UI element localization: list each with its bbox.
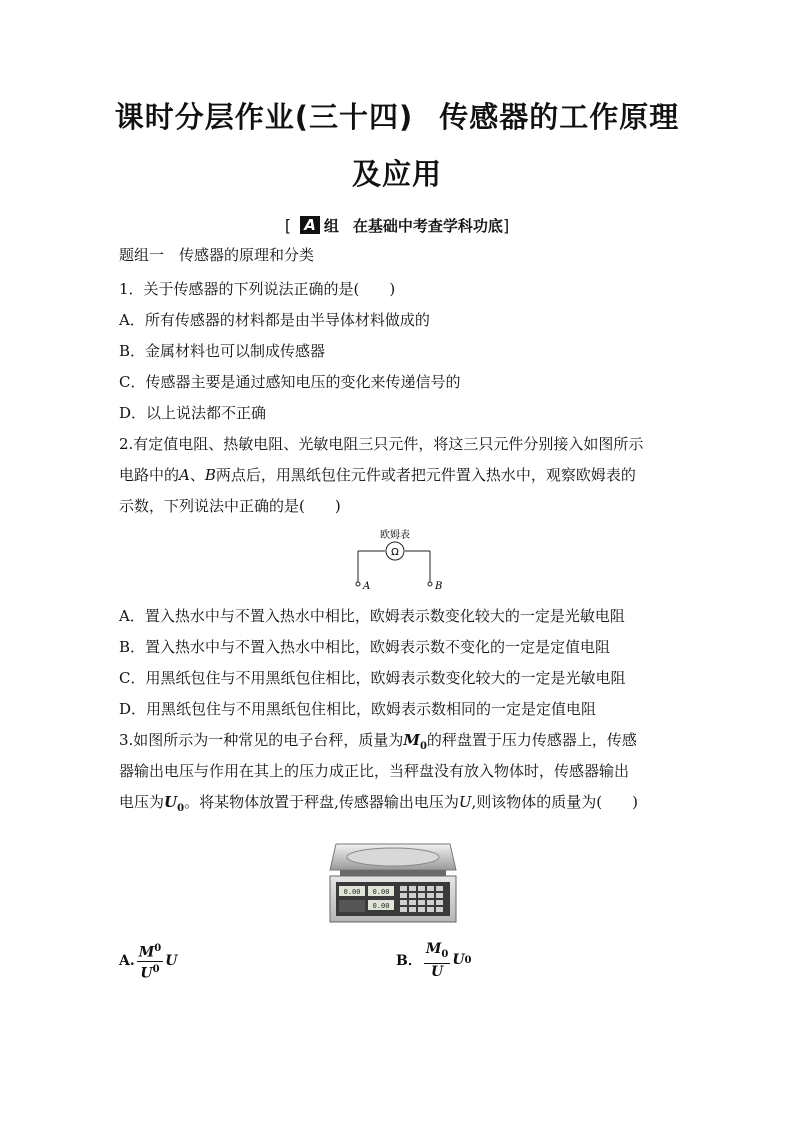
ohmmeter-circuit-diagram (350, 527, 443, 593)
q2-stem-line3: 示数，下列说法中正确的是( ) (119, 497, 341, 515)
terminal-b-label: B (435, 581, 443, 592)
q3-stem-line1 (119, 730, 679, 757)
numerator-index: 0 (154, 943, 162, 954)
q3-stem-line2: 器输出电压与作用在其上的压力成正比，当秤盘没有放入物体时，传感器输出 (119, 762, 630, 780)
section-header (0, 215, 794, 236)
numerator-index: 0 (441, 948, 449, 960)
ohmmeter-label: 欧姆表 (380, 530, 410, 541)
group-a-badge: A (300, 216, 320, 234)
subtopic-heading: 题组一 传感器的原理和分类 (119, 246, 315, 264)
ohm-symbol: Ω (391, 547, 399, 558)
q2-option-b: B．置入热水中与不置入热水中相比，欧姆表示数不变化的一定是定值电阻 (119, 638, 611, 656)
option-b-tail: U (452, 952, 465, 969)
voltage-subscript: 0 (177, 803, 185, 814)
display-weight-value: 0.00 (343, 888, 361, 896)
voltage-symbol: U (458, 793, 472, 811)
fraction-denominator (429, 964, 445, 980)
q3-stem-text: ,则该物体的质量为( ) (471, 793, 638, 811)
q3-stem-text: 的秤盘置于压力传感器上，传感 (426, 731, 637, 749)
voltage-symbol: U (164, 793, 178, 811)
q1-option-d: D．以上说法都不正确 (119, 404, 267, 422)
q2-option-d: D．用黑纸包住与不用黑纸包住相比，欧姆表示数相同的一定是定值电阻 (119, 700, 597, 718)
group-label: 组 (323, 217, 339, 235)
terminal-a-icon (356, 582, 360, 586)
display-price-value: 0.00 (372, 888, 390, 896)
fraction-numerator (137, 941, 163, 962)
q2-option-a: A．置入热水中与不置入热水中相比，欧姆表示数变化较大的一定是光敏电阻 (119, 607, 625, 625)
denominator-var: U (430, 963, 444, 980)
q3-option-b (396, 941, 472, 980)
scale-label-plate (339, 900, 365, 912)
q3-option-a (119, 941, 177, 981)
section-bracket-close: ] (502, 216, 510, 235)
point-a-ref: A (179, 466, 190, 484)
fraction (424, 941, 450, 980)
q2-stem-text: 电路中的 (119, 466, 180, 484)
q1-stem: 1．关于传感器的下列说法正确的是( ) (119, 280, 396, 298)
q3-stem-text: 。将某物体放置于秤盘,传感器输出电压为 (184, 793, 459, 811)
terminal-b-icon (428, 582, 432, 586)
q3-stem-text: 电压为 (119, 793, 165, 811)
q1-option-c: C．传感器主要是通过感知电压的变化来传递信号的 (119, 373, 461, 391)
option-b-tail-index: 0 (464, 954, 472, 966)
title-part-2: 传感器的工作原理 (439, 100, 680, 134)
q3-stem-text: 3.如图所示为一种常见的电子台秤，质量为 (119, 731, 404, 749)
fraction-denominator (138, 962, 161, 982)
numerator-var: M (138, 944, 155, 961)
q1-option-a: A．所有传感器的材料都是由半导体材料做成的 (119, 311, 430, 329)
q2-stem-line2 (119, 465, 679, 485)
denominator-var: U (140, 965, 153, 982)
point-b-ref: B (204, 466, 216, 484)
title-part-1: 课时分层作业(三十四) (114, 100, 414, 134)
section-text: 在基础中考查学科功底 (352, 217, 503, 235)
option-b-label: B． (396, 953, 422, 970)
option-a-label: A. (119, 953, 135, 970)
pan-support (340, 870, 446, 876)
scale-pan-inner (347, 848, 439, 866)
q2-stem-text: 两点后，用黑纸包住元件或者把元件置入热水中，观察欧姆表的 (215, 466, 636, 484)
display-total-value: 0.00 (372, 902, 390, 910)
numerator-var: M (425, 941, 442, 957)
mass-subscript: 0 (419, 741, 427, 752)
page-title (0, 95, 794, 136)
q2-option-c: C．用黑纸包住与不用黑纸包住相比，欧姆表示数变化较大的一定是光敏电阻 (119, 669, 626, 687)
fraction-numerator (424, 941, 450, 964)
denominator-index: 0 (152, 963, 160, 975)
q2-stem-text: 、 (189, 466, 205, 484)
electronic-scale-image (326, 840, 460, 926)
fraction (137, 941, 163, 981)
terminal-a-label: A (363, 581, 371, 592)
page-title-line2: 及应用 (351, 157, 442, 191)
q1-option-b: B．金属材料也可以制成传感器 (119, 342, 326, 360)
section-bracket-open: [ (284, 216, 292, 235)
q2-stem-line1: 2.有定值电阻、热敏电阻、光敏电阻三只元件，将这三只元件分别接入如图所示 (119, 435, 644, 453)
q3-stem-line3 (119, 792, 679, 819)
mass-symbol: M (403, 731, 420, 749)
option-a-tail: U (165, 953, 178, 970)
